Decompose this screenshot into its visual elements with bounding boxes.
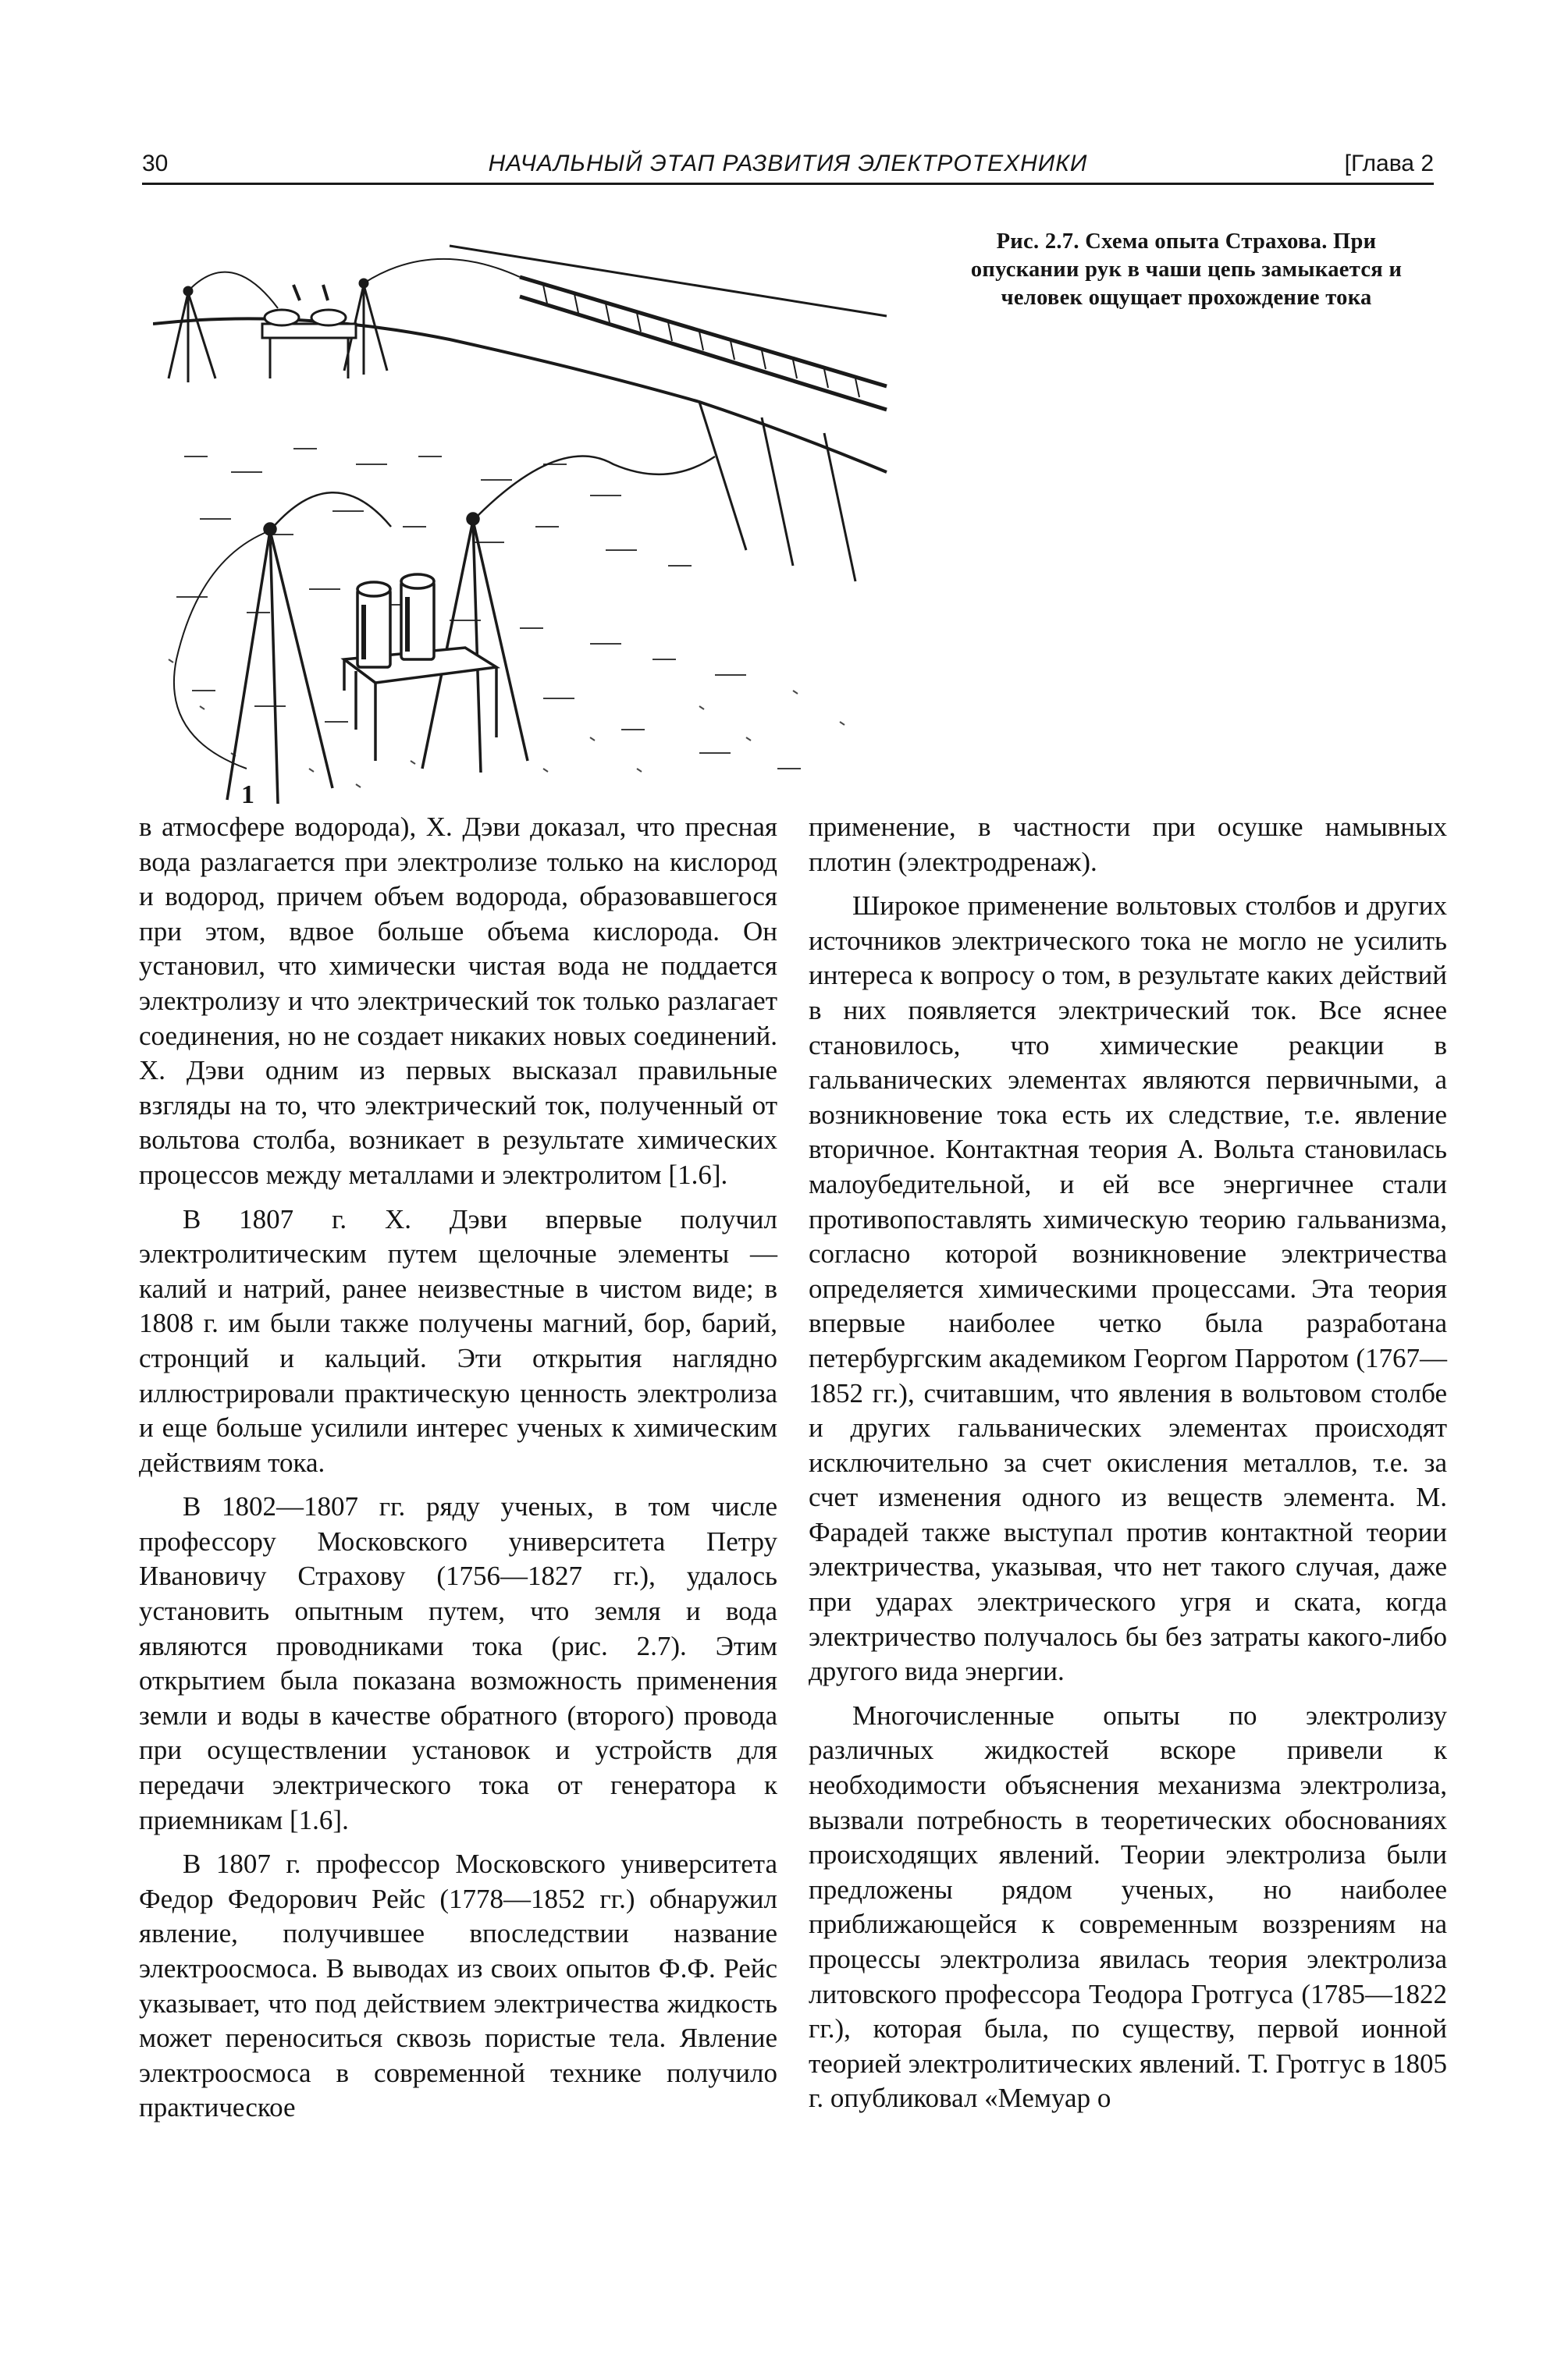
paragraph: В 1807 г. Х. Дэви впервые получил электролитическим путем щелочные элементы — калий и натрий, ранее неизвестные в чистом виде; в 1808 г. им были также получены магний, бор, барий, стронций и кальций. Эти открытия наглядно иллюстрировали практическую ценность электролиза и еще больше усилили интерес ученых к химическим действиям тока. [139, 1203, 777, 1478]
wire-near-left [270, 492, 391, 531]
near-tripod-left [227, 524, 332, 804]
running-header [142, 148, 1434, 185]
near-table-with-cups [344, 574, 496, 761]
water-texture [176, 449, 801, 769]
paragraph: применение, в частности при осушке намывных плотин (электродренаж). [809, 812, 1447, 877]
page-number: 30 [142, 151, 169, 176]
ground-stipple [169, 659, 845, 787]
figure-strakhov-experiment [153, 222, 902, 815]
wire-far [188, 259, 520, 308]
figure-caption: Рис. 2.7. Схема опыта Страхова. При опускании рук в чаши цепь замыкается и человек ощущает прохождение тока [970, 229, 1403, 310]
paragraph: Многочисленные опыты по электролизу различных жидкостей вскоре привели к необходимости объяснения механизма электролиза, вызвали потребность в теоретических обоснованиях происходящих явлений. Теории электролиза были предложены рядом ученых, но наиболее приближающейся к современным воззрениям на процессы электролиза явилась теория электролиза литовского профессора Теодора Гротгуса (1785—1822 гг.), которая была, по существу, первой ионной теорией электролитических явлений. Т. Гротгус в 1805 г. опубликовал «Мемуар о [809, 1700, 1447, 2114]
right-column [809, 810, 1447, 2126]
near-tripod-right [422, 513, 528, 773]
chapter-label: [Глава 2 [1344, 151, 1434, 176]
far-tripod-left [169, 287, 215, 382]
left-column [139, 810, 777, 2135]
paragraph: Широкое применение вольтовых столбов и других источников электрического тока не могло не усилить интереса к вопросу о том, в результате каких действий в них появляется электрический ток. Все яснее становилось, что химические реакции в гальванических элементах являются первичными, а возникновение тока есть их следствие, т.е. явление вторичное. Контактная теория А. Вольта становилась малоубедительной, и ей все энергичнее стали противопоставлять химическую теорию гальванизма, согласно которой возникновение электричества определяется химическими процессами. Эта теория впервые наиболее четко была разработана петербургским академиком Георгом Парротом (1767—1852 гг.), считавшим, что явления в вольтовом столбе и других гальванических элементах происходят исключительно за счет окисления металлов, т.е. за счет изменения одного из веществ элемента. М. Фарадей также выступал против контактной теории электричества, указывая, что нет такого случая, даже при ударах электрического угря и ската, когда электричество получалось бы без затраты какого-либо другого вида энергии. [809, 890, 1447, 1687]
paragraph: В 1802—1807 гг. ряду ученых, в том числе профессору Московского университета Петру Ивановичу Страхову (1756—1827 гг.), удалось установить опытным путем, что земля и вода являются проводниками тока (рис. 2.7). Этим открытием была показана возможность применения земли и воды в качестве обратного (второго) провода при осуществлении установок и устройств для передачи электрического тока от генератора к приемникам [1.6]. [139, 1491, 777, 1835]
paragraph: в атмосфере водорода), Х. Дэви доказал, что пресная вода разлагается при электролизе только на кислород и водород, причем объем водорода, образовавшегося при этом, вдвое больше объема кислорода. Он установил, что химически чистая вода не поддается электролизу и что электрический ток только разлагает соединения, но не создает никаких новых соединений. Х. Дэви одним из первых высказал правильные взгляды на то, что электрический ток, полученный от вольтова столба, возникает в результате химических процессов между металлами и электролитом [1.6]. [139, 812, 777, 1190]
far-shore [450, 246, 887, 316]
far-table [262, 285, 356, 378]
wire-ground [174, 531, 270, 769]
river-bank [153, 318, 887, 472]
strakhov-experiment-illustration [153, 222, 902, 815]
figure-mark: 1 [241, 780, 254, 809]
running-title: НАЧАЛЬНЫЙ ЭТАП РАЗВИТИЯ ЭЛЕКТРОТЕХНИКИ [488, 151, 1088, 176]
paragraph: В 1807 г. профессор Московского университета Федор Федорович Рейс (1778—1852 гг.) обнаружил явление, получившее впоследствии название электроосмоса. В выводах из своих опытов Ф.Ф. Рейс указывает, что под действием электричества жидкость может переноситься сквозь пористые тела. Явление электроосмоса в современной технике получило практическое [139, 1849, 777, 2123]
bridge-hatching [543, 285, 859, 397]
wire-near-right [473, 456, 715, 520]
